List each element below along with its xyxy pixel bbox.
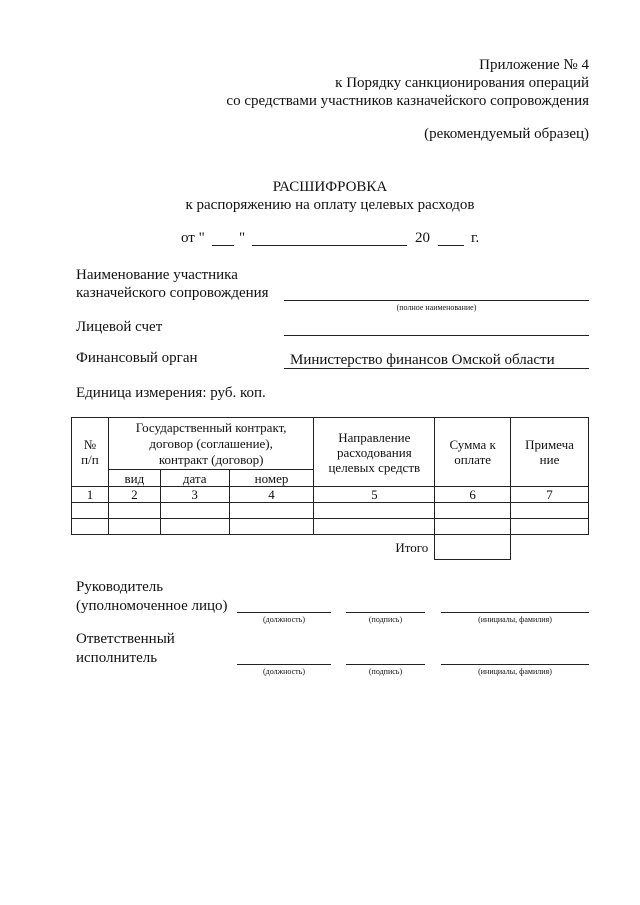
resp-position-hint: (должность) <box>263 667 305 676</box>
table-cell[interactable] <box>108 519 160 535</box>
table-row[interactable] <box>72 503 589 519</box>
total-sum-cell[interactable] <box>435 535 511 560</box>
date-year-suffix: г. <box>471 230 480 246</box>
document-title: РАСШИФРОВКА <box>272 179 388 195</box>
table-cell[interactable] <box>435 503 511 519</box>
col-header-number: № п/п <box>72 418 109 487</box>
sample-note: (рекомендуемый образец) <box>424 126 589 142</box>
total-empty <box>511 535 589 560</box>
resp-signature-field[interactable] <box>346 664 425 665</box>
table-cell[interactable] <box>72 519 109 535</box>
head-label-line1: Руководитель <box>76 579 164 595</box>
account-label: Лицевой счет <box>76 319 163 335</box>
col-header-note: Примеча ние <box>511 418 589 487</box>
head-position-hint: (должность) <box>263 615 305 624</box>
table-cell[interactable] <box>511 503 589 519</box>
appendix-order-ref: к Порядку санкционирования операций <box>335 75 589 91</box>
col-header-sum: Сумма к оплате <box>435 418 511 487</box>
table-index-row <box>72 487 589 503</box>
resp-label-line2: исполнитель <box>76 650 158 666</box>
table-cell[interactable] <box>511 519 589 535</box>
finance-label: Финансовый орган <box>76 350 198 366</box>
participant-label-line2: казначейского сопровождения <box>76 285 269 301</box>
date-prefix: от " <box>181 230 205 246</box>
resp-label-line1: Ответственный <box>76 631 175 647</box>
resp-name-field[interactable] <box>441 664 589 665</box>
table-cell[interactable] <box>160 503 229 519</box>
date-month-field[interactable] <box>252 245 407 246</box>
account-field[interactable] <box>284 335 589 336</box>
expense-table <box>71 417 589 560</box>
col-header-contract: Государственный контракт, договор (соглашение), контракт (договор) <box>108 418 314 470</box>
table-cell[interactable] <box>160 519 229 535</box>
appendix-number: Приложение № 4 <box>479 57 589 73</box>
index-cell: 6 <box>435 487 511 503</box>
table-cell[interactable] <box>314 503 435 519</box>
resp-signature-hint: (подпись) <box>368 667 403 676</box>
index-cell: 2 <box>108 487 160 503</box>
date-day-field[interactable] <box>212 245 234 246</box>
index-cell: 1 <box>72 487 109 503</box>
table-cell[interactable] <box>229 519 314 535</box>
participant-name-field[interactable] <box>284 300 589 301</box>
index-cell: 3 <box>160 487 229 503</box>
head-signature-hint: (подпись) <box>368 615 403 624</box>
date-quote-close: " <box>239 230 246 246</box>
unit-label: Единица измерения: руб. коп. <box>76 385 266 401</box>
date-year-field[interactable] <box>438 245 464 246</box>
document-subtitle: к распоряжению на оплату целевых расходов <box>185 197 475 213</box>
head-label-line2: (уполномоченное лицо) <box>76 598 228 614</box>
finance-field-underline <box>284 368 589 369</box>
table-cell[interactable] <box>314 519 435 535</box>
total-label: Итого <box>395 539 429 555</box>
head-name-hint: (инициалы, фамилия) <box>478 615 552 624</box>
col-header-contract-number: номер <box>229 470 314 487</box>
table-cell[interactable] <box>72 503 109 519</box>
head-signature-field[interactable] <box>346 612 425 613</box>
participant-label-line1: Наименование участника <box>76 267 238 283</box>
table-row[interactable] <box>72 519 589 535</box>
col-header-date: дата <box>160 470 229 487</box>
finance-value: Министерство финансов Омской области <box>290 352 555 368</box>
index-cell: 7 <box>511 487 589 503</box>
table-cell[interactable] <box>108 503 160 519</box>
table-total-row <box>72 535 589 560</box>
resp-name-hint: (инициалы, фамилия) <box>478 667 552 676</box>
head-position-field[interactable] <box>237 612 331 613</box>
date-year-prefix: 20 <box>415 230 430 246</box>
index-cell: 5 <box>314 487 435 503</box>
index-cell: 4 <box>229 487 314 503</box>
participant-name-hint: (полное наименование) <box>396 303 477 312</box>
appendix-subject: со средствами участников казначейского сопровождения <box>226 93 589 109</box>
resp-position-field[interactable] <box>237 664 331 665</box>
col-header-kind: вид <box>108 470 160 487</box>
table-cell[interactable] <box>229 503 314 519</box>
col-header-direction: Направление расходования целевых средств <box>314 418 435 487</box>
head-name-field[interactable] <box>441 612 589 613</box>
table-cell[interactable] <box>435 519 511 535</box>
